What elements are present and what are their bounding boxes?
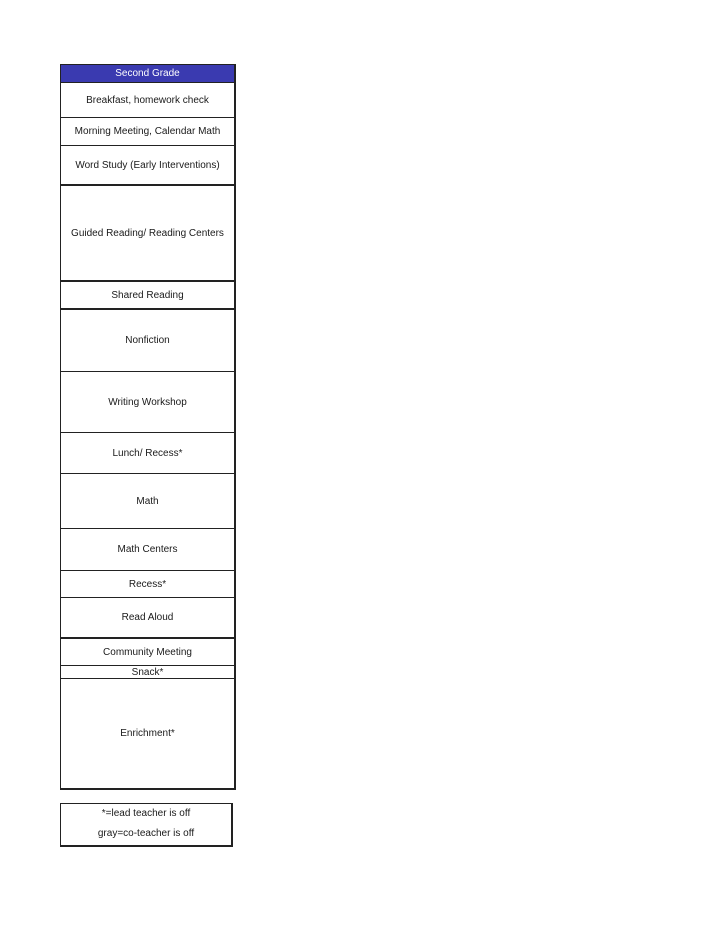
schedule-row: Read Aloud — [61, 598, 234, 639]
schedule-row: Word Study (Early Interventions) — [61, 146, 234, 186]
schedule-row: Enrichment* — [61, 679, 234, 790]
schedule-row: Shared Reading — [61, 282, 234, 310]
schedule-row: Math — [61, 474, 234, 529]
schedule-row: Lunch/ Recess* — [61, 433, 234, 474]
schedule-row: Recess* — [61, 571, 234, 598]
schedule-row: Writing Workshop — [61, 372, 234, 433]
schedule-row: Breakfast, homework check — [61, 83, 234, 118]
schedule-row: Snack* — [61, 666, 234, 679]
legend-co-teacher-note: gray=co-teacher is off — [97, 828, 195, 839]
schedule-row: Community Meeting — [61, 639, 234, 666]
grade-header: Second Grade — [61, 64, 234, 83]
legend-lead-teacher-note: *=lead teacher is off — [101, 808, 191, 819]
schedule-row: Nonfiction — [61, 310, 234, 372]
schedule-row: Math Centers — [61, 529, 234, 571]
schedule-row: Guided Reading/ Reading Centers — [61, 186, 234, 282]
legend — [60, 803, 233, 847]
schedule-row: Morning Meeting, Calendar Math — [61, 118, 234, 146]
schedule-table — [60, 64, 236, 790]
